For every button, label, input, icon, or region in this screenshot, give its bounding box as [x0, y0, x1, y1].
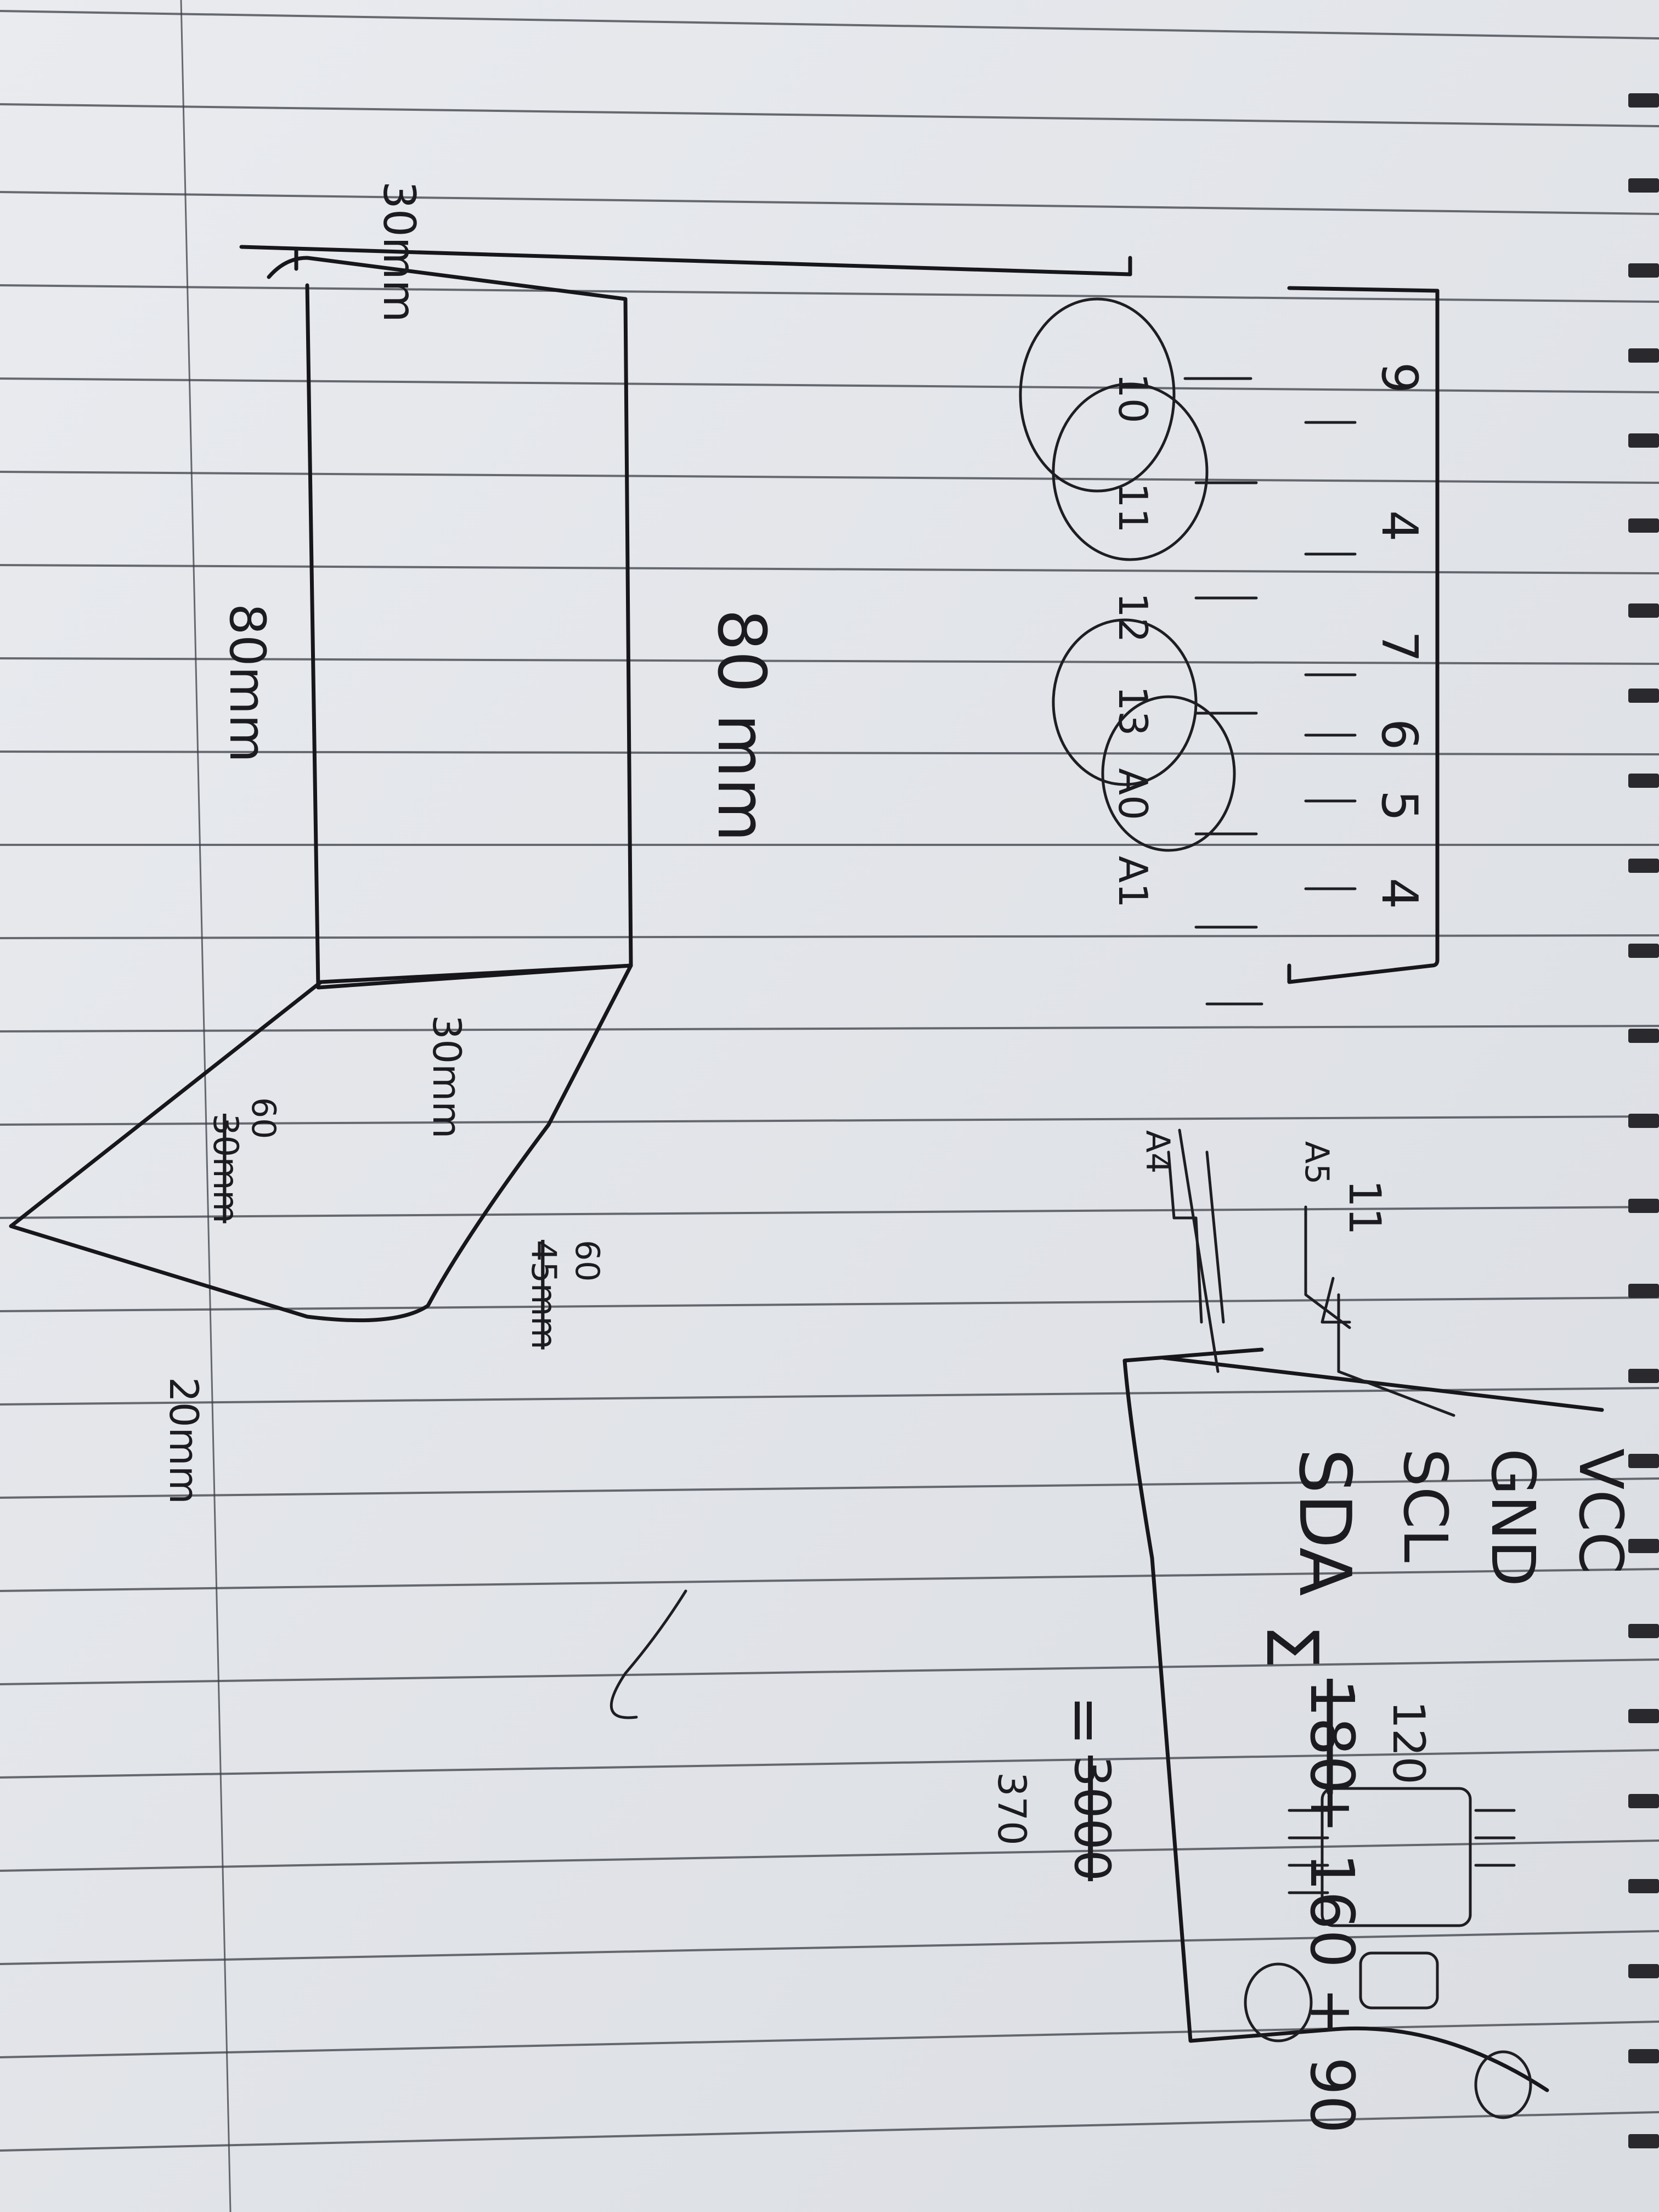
oled-pin-label: SCL	[1390, 1448, 1460, 1562]
wedge-label-right: 60	[568, 1240, 606, 1282]
arduino-bottom-pin-label: 12	[1110, 592, 1156, 643]
wedge-label-top: 60	[244, 1097, 283, 1139]
arduino-top-pin-label: 5	[1370, 790, 1428, 822]
wedge-inner-label: 30mm	[424, 1015, 469, 1139]
arduino-bottom-pin-label: 10	[1110, 373, 1156, 424]
result-value: 370	[989, 1772, 1034, 1846]
arduino-bottom-pin-label: 13	[1110, 686, 1156, 736]
first-term-struck: 180	[1297, 1679, 1367, 1794]
oled-wire-label: A5	[1297, 1141, 1336, 1185]
oled-pin-label: SDA	[1283, 1448, 1367, 1596]
first-term-correction: 120	[1383, 1701, 1434, 1785]
arduino-top-pin-label: 6	[1370, 719, 1428, 751]
equals-sign: =	[1050, 1695, 1120, 1746]
bottom-length-label: 80mm	[218, 603, 276, 763]
sum-symbol: Σ	[1250, 1624, 1334, 1669]
sum-expression: + 160 + 90	[1297, 1783, 1367, 2134]
arduino-top-pin-label: 4	[1370, 510, 1428, 542]
oled-pin-label: VCC	[1566, 1448, 1636, 1574]
arduino-bottom-pin-label: A0	[1110, 768, 1156, 821]
arduino-top-pin-label: 9	[1370, 362, 1428, 394]
side-depth-label: 30mm	[374, 181, 425, 323]
arduino-top-pin-label: 4	[1370, 878, 1428, 910]
oled-wire-mark: 11	[1339, 1180, 1390, 1235]
wedge-label-bottom: 20mm	[161, 1377, 207, 1504]
wedge-label-right-struck: 45mm	[524, 1240, 564, 1350]
result-struck: 3000	[1063, 1756, 1121, 1882]
arduino-bottom-pin-label: A1	[1110, 856, 1156, 909]
oled-pin-label: GND	[1478, 1448, 1548, 1587]
wedge-inner-struck: 30mm	[206, 1114, 246, 1223]
arduino-bottom-pin-label: 11	[1110, 483, 1156, 533]
oled-wire-label: A4	[1138, 1130, 1177, 1174]
arduino-top-pin-label: 7	[1370, 631, 1428, 663]
top-length-label: 80 mm	[703, 609, 779, 842]
